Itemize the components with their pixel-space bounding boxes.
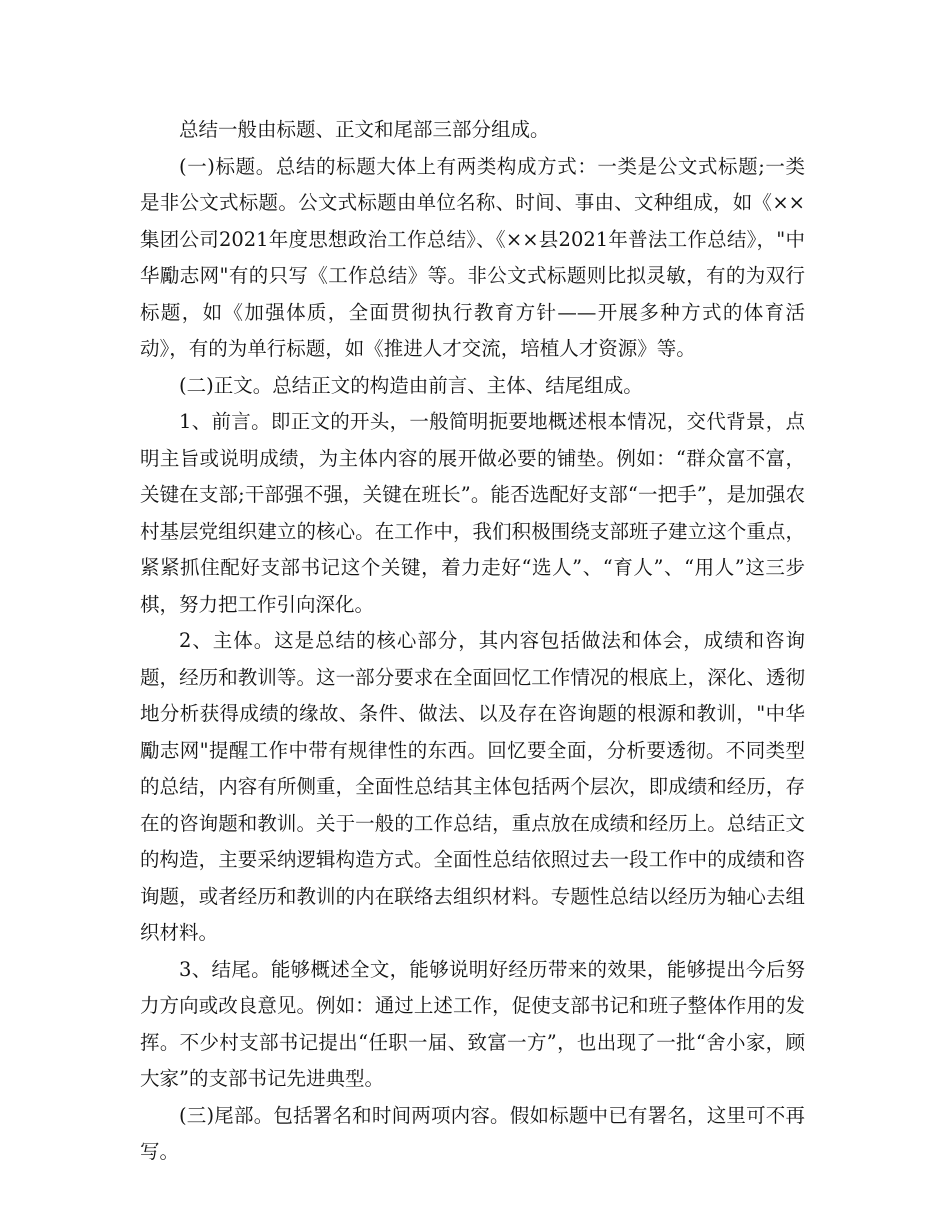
paragraph-body-section: (二)正文。总结正文的构造由前言、主体、结尾组成。 xyxy=(179,373,643,397)
paragraph-main-body: 2、主体。这是总结的核心部分，其内容包括做法和体会，成绩和咨询题，经历和教训等。这一部分要求在全面回忆工作情况的根底上，深化、透彻地分析获得成绩的缘故、条件、做法、以及存在咨询题的根源和教训，"中华勵志网"提醒工作中带有规律性的东西。回忆要全面，分析要透彻。不同类型的总结，内容有所侧重，全面性总结其主体包括两个层次，即成绩和经历，存在的咨询题和教训。关于一般的工作总结，重点放在成绩和经历上。总结正文的构造，主要采纳逻辑构造方式。全面性总结依照过去一段工作中的成绩和咨询题，或者经历和教训的内在联络去组织材料。专题性总结以经历为轴心去组织材料。 xyxy=(140,629,805,944)
paragraph-ending: 3、结尾。能够概述全文，能够说明好经历带来的效果，能够提出今后努力方向或改良意见。例如：通过上述工作，促使支部书记和班子整体作用的发挥。不少村支部书记提出“任职一届、致富一方”，也出现了一批“舍小家，顾大家”的支部书记先进典型。 xyxy=(140,957,805,1090)
paragraph-preface: 1、前言。即正文的开头，一般简明扼要地概述根本情况，交代背景，点明主旨或说明成绩，为主体内容的展开做必要的铺垫。例如：“群众富不富，关键在支部;干部强不强，关键在班长”。能否选配好支部“一把手”，是加强农村基层党组织建立的核心。在工作中，我们积极围绕支部班子建立这个重点，紧紧抓住配好支部书记这个关键，着力走好“选人”、“育人”、“用人”这三步棋，努力把工作引向深化。 xyxy=(140,410,805,616)
paragraph-intro: 总结一般由标题、正文和尾部三部分组成。 xyxy=(179,118,550,141)
paragraph-title-section: (一)标题。总结的标题大体上有两类构成方式：一类是公文式标题;一类是非公文式标题。公文式标题由单位名称、时间、事由、文种组成，如《××集团公司2021年度思想政治工作总结》、《××县2021年普法工作总结》，"中华勵志网"有的只写《工作总结》等。非公文式标题则比拟灵敏，有的为双行标题，如《加强体质，全面贯彻执行教育方针——开展多种方式的体育活动》，有的为单行标题，如《推进人才交流，培植人才资源》等。 xyxy=(140,154,805,360)
document-body xyxy=(140,112,805,1171)
paragraph-footer-section: (三)尾部。包括署名和时间两项内容。假如标题中已有署名，这里可不再写。 xyxy=(140,1103,805,1163)
